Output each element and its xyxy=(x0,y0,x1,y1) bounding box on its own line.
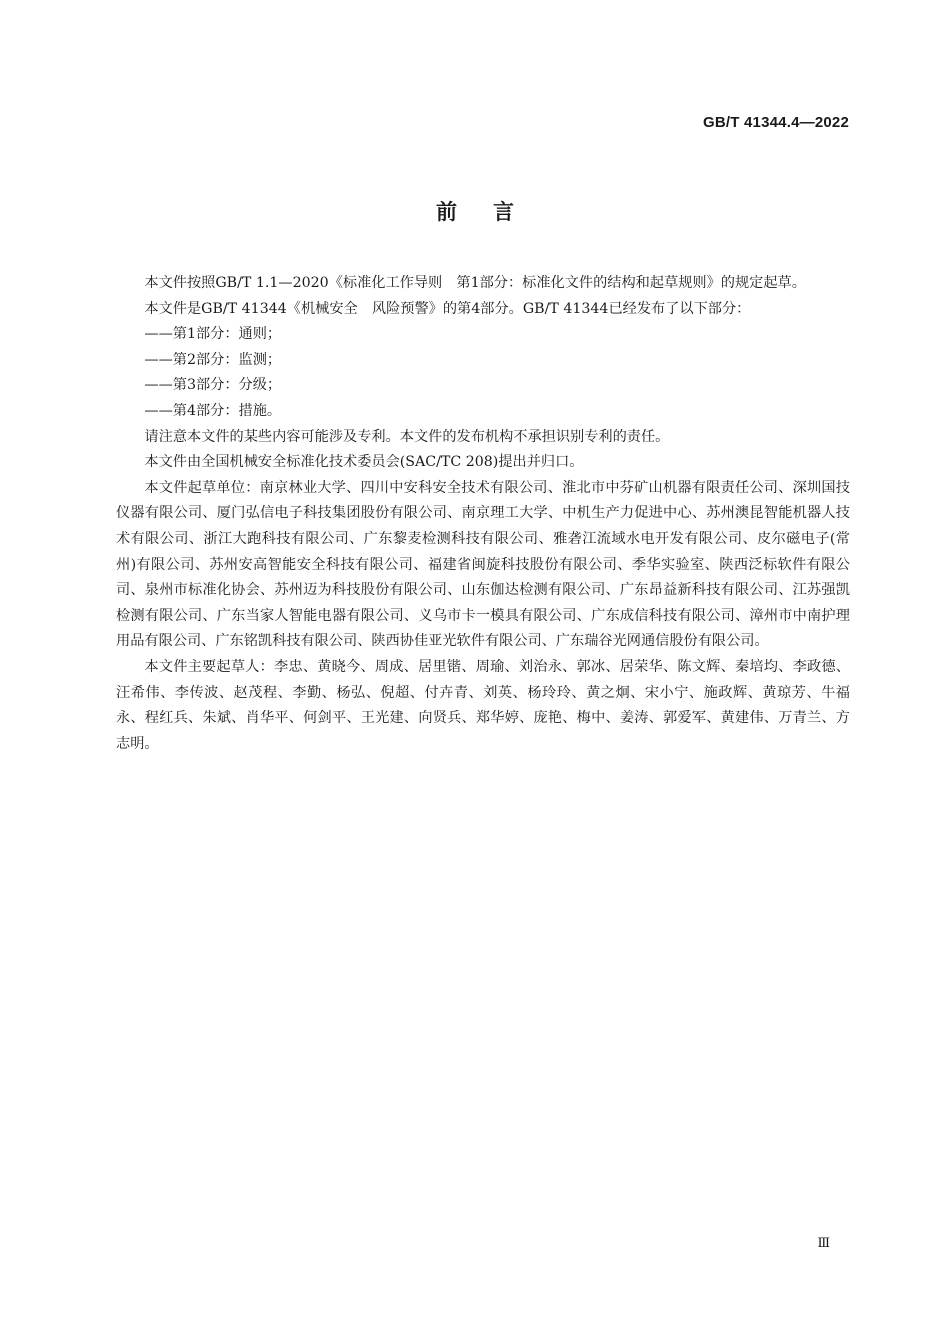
document-body xyxy=(116,271,850,757)
paragraph-series-intro: 本文件是GB/T 41344《机械安全 风险预警》的第4部分。GB/T 41344已经发布了以下部分： xyxy=(144,300,751,317)
paragraph-patent-notice: 请注意本文件的某些内容可能涉及专利。本文件的发布机构不承担识别专利的责任。 xyxy=(144,428,670,445)
paragraph-drafting-rules: 本文件按照GB/T 1.1—2020《标准化工作导则 第1部分：标准化文件的结构和起草规则》的规定起草。 xyxy=(144,275,806,291)
list-item-part-1: ——第1部分：通则； xyxy=(144,326,282,343)
paragraph-drafters: 本文件主要起草人：李忠、黄晓今、周成、居里锴、周瑜、刘治永、郭冰、居荣华、陈文辉、秦培均、李政德、汪希伟、李传波、赵茂程、李勤、杨弘、倪超、付卉青、刘英、杨玲玲、黄之炯、宋小宁、施政辉、黄琼芳、牛福永、程红兵、朱斌、肖华平、何剑平、王光建、向贤兵、郑华婷、庞艳、梅中、姜涛、郭爱军、黄建伟、万青兰、方志明。 xyxy=(116,658,850,752)
list-item-part-4: ——第4部分：措施。 xyxy=(144,402,282,419)
paragraph-drafting-units: 本文件起草单位：南京林业大学、四川中安科安全技术有限公司、淮北市中芬矿山机器有限责任公司、深圳国技仪器有限公司、厦门弘信电子科技集团股份有限公司、南京理工大学、中机生产力促进中心、苏州澳昆智能机器人技术有限公司、浙江大跑科技有限公司、广东黎麦检测科技有限公司、雅砻江流域水电开发有限公司、皮尔磁电子(常州)有限公司、苏州安高智能安全科技有限公司、福建省闽旋科技股份有限公司、季华实验室、陕西泛标软件有限公司、泉州市标准化协会、苏州迈为科技股份有限公司、山东伽达检测有限公司、广东昂益新科技有限公司、江苏强凯检测有限公司、广东当家人智能电器有限公司、义乌市卡一模具有限公司、广东成信科技有限公司、漳州市中南护理用品有限公司、广东铭凯科技有限公司、陕西协佳亚光软件有限公司、广东瑞谷光网通信股份有限公司。 xyxy=(116,479,850,650)
page-number: Ⅲ xyxy=(817,1236,830,1251)
standard-code: GB/T 41344.4—2022 xyxy=(703,114,849,131)
paragraph-committee: 本文件由全国机械安全标准化技术委员会(SAC/TC 208)提出并归口。 xyxy=(144,454,584,471)
list-item-part-2: ——第2部分：监测； xyxy=(144,351,282,368)
page-title: 前言 xyxy=(436,200,550,224)
list-item-part-3: ——第3部分：分级； xyxy=(144,377,282,394)
